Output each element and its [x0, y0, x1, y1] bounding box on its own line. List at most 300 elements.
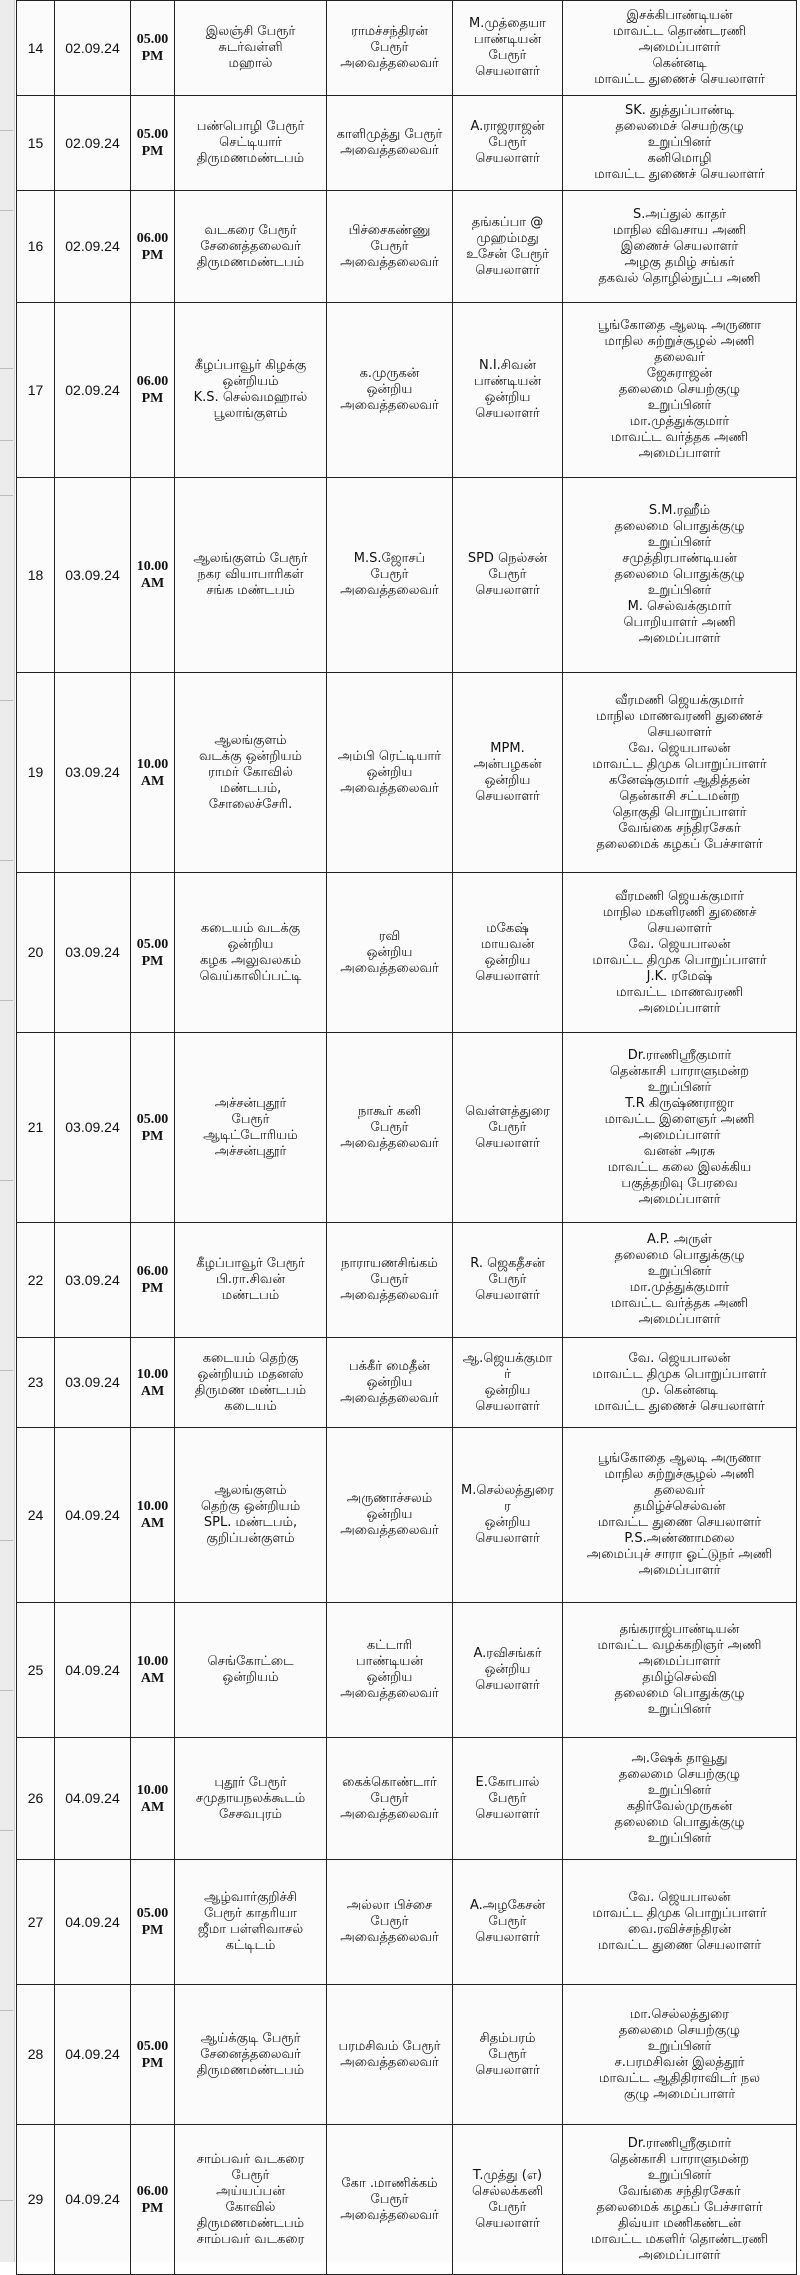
guest-line: மாவட்ட துணைச் செயலாளர் [594, 72, 765, 87]
guest-line: மா.முத்துக்குமார் [629, 414, 730, 429]
guest-line: வே. ஜெயபாலன் [628, 936, 731, 952]
venue-line: ஆடிட்டோரியம் [203, 1127, 298, 1143]
venue-line: நகர வியாபாரிகள் [197, 567, 304, 582]
guest-line: கதிர்வேல்முருகன் [626, 1798, 733, 1814]
guest-line: அமைப்பாளர் [638, 2247, 721, 2263]
time-line: PM [141, 1281, 164, 1296]
time-line: AM [140, 1671, 165, 1686]
guest-line: தமிழ்செல்வி [642, 1670, 717, 1685]
guest-speakers [563, 1338, 797, 1428]
time-line: 05.00 [136, 1111, 169, 1127]
presiding-line: அவைத்தலைவர் [340, 780, 439, 796]
serial-number: 26 [17, 1738, 55, 1860]
guest-line: மாநில மகளிரணி துணைச் [602, 904, 757, 920]
guest-line: T.R கிருஷ்ணராஜா [625, 1095, 734, 1111]
guest-line: கென்னடி [652, 56, 707, 71]
venue-line: கடையம் தெற்கு [202, 1350, 299, 1366]
meeting-venue [175, 1428, 327, 1603]
guest-line: வீரமணி ஜெயக்குமார் [614, 888, 745, 904]
guest-line: மாவட்ட மாணவரணி [616, 984, 743, 1000]
guest-line: மாவட்ட வர்த்தக அணி [611, 1296, 748, 1311]
presiding-line: அவைத்தலைவர் [340, 1930, 439, 1945]
guest-line: ஜேசுராஜன் [646, 366, 713, 381]
presiding-person [327, 673, 453, 873]
guest-line: அமைப்பாளர் [638, 1563, 721, 1578]
guest-speakers [563, 1, 797, 96]
host-line: மகேஷ் [486, 920, 529, 936]
host-line: செயலாளர் [475, 1806, 540, 1822]
time-line: PM [141, 2055, 164, 2071]
host-line: செயலாளர் [475, 1531, 540, 1546]
guest-line: அமைப்பாளர் [638, 1127, 721, 1143]
presiding-line: அருணாச்சலம் [346, 1491, 433, 1506]
host-line: பேரூர் [488, 1119, 527, 1135]
meeting-time [131, 873, 175, 1033]
presiding-line: ஒன்றிய [366, 1670, 413, 1685]
host-line: பேரூர் [488, 2199, 527, 2215]
host-line: M.செல்லத்துரை [460, 1483, 554, 1498]
guest-line: மாநில மாணவரணி துணைச் [596, 708, 763, 724]
venue-line: பேரூர் [231, 1111, 270, 1127]
host-line: பாண்டியன் [473, 32, 542, 47]
guest-line: அமைப்புச் சாரா ஓட்டுநர் அணி [586, 1547, 773, 1562]
presiding-person [327, 478, 453, 673]
presiding-line: பேரூர் [370, 40, 409, 55]
presiding-line: அம்பி ரெட்டியார் [337, 748, 442, 764]
guest-line: மாநில சுற்றுச்சூழல் அணி [604, 1467, 755, 1482]
presiding-line: அவைத்தலைவர் [340, 254, 439, 270]
host-secretary [453, 1338, 563, 1428]
venue-line: சமுதாயநலக்கூடம் [195, 1790, 306, 1806]
host-line: செயலாளர் [475, 583, 540, 598]
time-line: 05.00 [136, 32, 169, 47]
host-line: செயலாளர் [475, 64, 540, 79]
serial-number: 15 [17, 96, 55, 191]
guest-line: SK. துத்துப்பாண்டி [624, 103, 735, 118]
host-line: பேரூர் [488, 48, 527, 63]
host-line: வெள்ளத்துரை [465, 1103, 550, 1119]
venue-line: வெய்காலிப்பட்டி [199, 968, 302, 984]
presiding-line: பிச்சைகண்ணு [348, 222, 431, 238]
venue-line: கட்டிடம் [225, 1938, 276, 1953]
guest-line: அமைப்பாளர் [638, 1312, 721, 1327]
meeting-venue [175, 303, 327, 478]
serial-number: 20 [17, 873, 55, 1033]
guest-line: தகவல் தொழில்நுட்ப அணி [598, 270, 761, 286]
time-line: 06.00 [136, 2183, 169, 2199]
meeting-date: 02.09.24 [55, 191, 131, 303]
host-line: செயலாளர் [475, 406, 540, 421]
guest-line: இசக்கிபாண்டியன் [626, 8, 733, 23]
presiding-line: அவைத்தலைவர் [340, 398, 439, 413]
guest-line: அமைப்பாளர் [638, 631, 721, 646]
presiding-line: காளிமுத்து பேரூர் [336, 127, 443, 142]
presiding-person [327, 303, 453, 478]
presiding-line: அவைத்தலைவர் [340, 1523, 439, 1538]
guest-line: J.K. ரமேஷ் [646, 968, 713, 984]
table-row [17, 191, 797, 303]
venue-line: கீழப்பாவூர் கிழக்கு [194, 358, 307, 373]
presiding-line: அவைத்தலைவர் [340, 583, 439, 598]
venue-line: கடையம் வடக்கு [200, 920, 301, 936]
presiding-line: கைக்கொண்டார் [342, 1774, 437, 1790]
guest-line: தலைமை பொதுக்குழு [614, 1686, 745, 1701]
time-line: PM [141, 1923, 164, 1938]
host-line: பேரூர் [488, 1914, 527, 1929]
presiding-person [327, 1985, 453, 2125]
venue-line: சாம்பவர் வடகரை [196, 2151, 305, 2167]
meeting-time [131, 673, 175, 873]
table-row [17, 873, 797, 1033]
host-line: செல்லக்கனி [471, 2183, 544, 2199]
venue-line: ஆலங்குளம் [214, 732, 287, 748]
time-line: 10.00 [136, 1366, 169, 1382]
venue-line: அச்சன்புதூர் [214, 1095, 287, 1111]
guest-line: மாவட்ட துணைச் செயலாளர் [594, 1398, 765, 1414]
guest-line: தலைமை செயற்குழு [618, 382, 741, 397]
presiding-line: M.S.ஜோசப் [353, 551, 426, 566]
presiding-line: பேரூர் [370, 567, 409, 582]
meeting-date: 04.09.24 [55, 1860, 131, 1985]
time-line: 10.00 [136, 559, 169, 574]
venue-line: ராமர் கோவில் [208, 764, 293, 780]
guest-line: இணைச் செயலாளர் [620, 238, 739, 254]
host-line: மாயவன் [480, 936, 535, 952]
host-line: செயலாளர் [475, 1288, 540, 1303]
host-line: பேரூர் [488, 1272, 527, 1287]
serial-number: 29 [17, 2125, 55, 2275]
guest-line: பூங்கோதை ஆலடி அருணா [597, 1451, 762, 1466]
venue-line: ஒன்றியம் [222, 374, 279, 389]
meeting-venue [175, 673, 327, 873]
venue-line: ஆய்க்குடி பேரூர் [200, 2030, 301, 2046]
venue-line: திருமண மண்டபம் [194, 1382, 307, 1398]
presiding-line: பேரூர் [370, 2191, 409, 2207]
presiding-line: அவைத்தலைவர் [340, 1135, 439, 1151]
guest-speakers [563, 191, 797, 303]
guest-line: தலைவர் [654, 350, 705, 365]
guest-line: தங்கராஜ்பாண்டியன் [619, 1622, 740, 1637]
guest-line: மாவட்ட திமுக பொறுப்பாளர் [592, 1366, 767, 1382]
host-line: R. ஜெகதீசன் [470, 1256, 545, 1271]
host-line: ஒன்றிய [484, 772, 531, 788]
guest-line: வை.ரவிச்சந்திரன் [627, 1922, 732, 1937]
host-secretary [453, 1985, 563, 2125]
guest-speakers [563, 873, 797, 1033]
host-secretary [453, 1033, 563, 1223]
venue-line: சேனைத்தலைவர் [200, 2046, 301, 2062]
venue-line: ஆலங்குளம் பேரூர் [193, 551, 308, 566]
presiding-line: பேரூர் [370, 1119, 409, 1135]
presiding-line: நாராயணசிங்கம் [341, 1256, 438, 1271]
presiding-person [327, 1, 453, 96]
table-row [17, 1860, 797, 1985]
presiding-person [327, 96, 453, 191]
presiding-person [327, 1033, 453, 1223]
time-line: 10.00 [136, 1782, 169, 1798]
guest-line: மாவட்ட திமுக பொறுப்பாளர் [592, 952, 767, 968]
serial-number: 27 [17, 1860, 55, 1985]
time-line: 05.00 [136, 127, 169, 142]
meeting-venue [175, 1985, 327, 2125]
guest-speakers [563, 673, 797, 873]
meeting-time [131, 1, 175, 96]
presiding-line: அவைத்தலைவர் [340, 143, 439, 158]
time-line: 05.00 [136, 936, 169, 952]
time-line: 10.00 [136, 756, 169, 772]
guest-line: மாவட்ட துணை செயலாளர் [597, 1938, 762, 1953]
presiding-line: அவைத்தலைவர் [340, 1288, 439, 1303]
guest-line: உறுப்பினர் [647, 1830, 712, 1846]
meeting-time [131, 1033, 175, 1223]
guest-line: பகுத்தறிவு பேரவை [621, 1175, 738, 1191]
guest-speakers [563, 1860, 797, 1985]
guest-line: மாவட்ட திமுக பொறுப்பாளர் [592, 756, 767, 772]
host-secretary [453, 1, 563, 96]
venue-line: மஹால் [228, 56, 273, 71]
meeting-time [131, 303, 175, 478]
host-secretary [453, 96, 563, 191]
venue-line: பேரூர் [231, 2167, 270, 2183]
venue-line: சேனைத்தலைவர் [200, 238, 301, 254]
guest-line: தென்காசி பாராளுமன்ற [609, 2151, 750, 2167]
time-line: AM [140, 1799, 165, 1815]
presiding-line: அவைத்தலைவர் [340, 1686, 439, 1701]
presiding-person [327, 873, 453, 1033]
guest-line: வேங்கை சந்திரசேகர் [618, 820, 741, 836]
meeting-date: 03.09.24 [55, 1033, 131, 1223]
table-row [17, 1223, 797, 1338]
meeting-venue [175, 873, 327, 1033]
time-line: 06.00 [136, 1264, 169, 1279]
guest-line: வனன் அரசு [643, 1143, 716, 1159]
venue-line: ஆழ்வார்குறிச்சி [204, 1890, 297, 1905]
meeting-time [131, 1428, 175, 1603]
meeting-schedule-table [16, 0, 797, 2275]
venue-line: கடையம் [224, 1398, 277, 1414]
venue-line: ஆலங்குளம் [214, 1483, 287, 1498]
host-line: செயலாளர் [475, 1678, 540, 1693]
time-line: PM [141, 1128, 164, 1144]
serial-number: 18 [17, 478, 55, 673]
host-line: SPD நெல்சன் [467, 551, 548, 566]
host-line: செயலாளர் [475, 151, 540, 166]
venue-line: திருமணமண்டபம் [196, 151, 305, 166]
venue-line: சாம்பவர் வடகரை [196, 2231, 305, 2247]
guest-line: ச.பரமசிவன் இலத்தூர் [614, 2054, 745, 2070]
venue-line: பூலாங்குளம் [213, 406, 288, 421]
venue-line: சோலைச்சேரி. [208, 796, 293, 812]
serial-number: 19 [17, 673, 55, 873]
guest-line: மு. கென்னடி [641, 1382, 718, 1398]
table-row [17, 1603, 797, 1738]
host-line: பேரூர் [488, 135, 527, 150]
guest-line: தலைவர் [654, 1483, 705, 1498]
guest-line: S.M.ரஹீம் [648, 503, 711, 518]
host-line: ஆ.ஜெயக்குமா [462, 1350, 553, 1366]
table-row [17, 96, 797, 191]
meeting-date: 04.09.24 [55, 1985, 131, 2125]
host-line: E.கோபால் [475, 1774, 540, 1790]
table-row [17, 1, 797, 96]
guest-line: உறுப்பினர் [647, 583, 712, 598]
guest-line: மாவட்ட தொண்டரணி [613, 24, 746, 39]
guest-line: Dr.ராணிஸ்ரீகுமார் [627, 2135, 732, 2151]
guest-line: தமிழ்ச்செல்வன் [633, 1499, 726, 1514]
venue-line: வடகரை பேரூர் [204, 222, 297, 238]
venue-line: ஒன்றிய [227, 936, 274, 952]
meeting-time [131, 478, 175, 673]
presiding-line: ராமச்சந்திரன் [351, 24, 428, 39]
host-secretary [453, 191, 563, 303]
host-line: செயலாளர் [475, 968, 540, 984]
guest-line: உறுப்பினர் [647, 1782, 712, 1798]
time-line: PM [141, 2200, 164, 2216]
host-line: தங்கப்பா @ [471, 214, 544, 230]
guest-line: திவ்யா மணிகண்டன் [618, 2215, 741, 2231]
serial-number: 23 [17, 1338, 55, 1428]
meeting-time [131, 191, 175, 303]
serial-number: 24 [17, 1428, 55, 1603]
presiding-line: ஒன்றிய [366, 1507, 413, 1522]
guest-line: தலைமைக் கழகப் பேச்சாளர் [596, 836, 763, 852]
guest-line: செயலாளர் [647, 724, 712, 740]
presiding-line: பாண்டியன் [355, 1654, 424, 1669]
presiding-line: க.முருகன் [359, 366, 420, 381]
guest-line: உறுப்பினர் [647, 535, 712, 550]
meeting-venue [175, 1738, 327, 1860]
host-line: T.முத்து (எ) [472, 2167, 543, 2183]
meeting-time [131, 1985, 175, 2125]
guest-line: வே. ஜெயபாலன் [628, 1890, 731, 1905]
meeting-time [131, 1738, 175, 1860]
table-row [17, 1738, 797, 1860]
guest-line: தலைமை செயற்குழு [618, 2022, 741, 2038]
meeting-time [131, 96, 175, 191]
host-line: செயலாளர் [475, 2215, 540, 2231]
time-line: 10.00 [136, 1499, 169, 1514]
meeting-date: 04.09.24 [55, 1738, 131, 1860]
venue-line: ஒன்றியம் [222, 1670, 279, 1685]
guest-line: பொறியாளர் அணி [623, 615, 736, 630]
host-line: MPM. [490, 740, 525, 756]
venue-line: சேசவபுரம் [219, 1806, 282, 1822]
guest-speakers [563, 1223, 797, 1338]
presiding-person [327, 1223, 453, 1338]
venue-line: மண்டபம், [219, 780, 282, 796]
host-line: செயலாளர் [475, 788, 540, 804]
guest-speakers [563, 1985, 797, 2125]
meeting-date: 03.09.24 [55, 873, 131, 1033]
presiding-person [327, 191, 453, 303]
venue-line: மண்டபம் [221, 1288, 280, 1303]
host-line: முஹம்மது [476, 230, 539, 246]
venue-line: K.S. செல்வமஹால் [193, 390, 308, 405]
host-line: ஒன்றிய [484, 952, 531, 968]
table-row [17, 1338, 797, 1428]
host-line: A.ராஜராஜன் [470, 119, 545, 134]
table-row [17, 1033, 797, 1223]
guest-line: தென்காசி பாராளுமன்ற [609, 1063, 750, 1079]
venue-line: திருமணமண்டபம் [196, 254, 305, 270]
presiding-line: அவைத்தலைவர் [340, 1390, 439, 1406]
guest-line: தலைமைச் செயற்குழு [615, 119, 744, 134]
venue-line: அச்சன்புதூர் [214, 1143, 287, 1159]
host-secretary [453, 303, 563, 478]
schedule-rows [17, 1, 797, 2275]
presiding-line: ஒன்றிய [366, 382, 413, 397]
guest-line: S.அப்துல் காதர் [632, 206, 727, 222]
venue-line: இலஞ்சி பேரூர் [205, 24, 296, 39]
guest-line: தலைமைக் கழகப் பேச்சாளர் [596, 2199, 763, 2215]
presiding-line: பேரூர் [370, 1790, 409, 1806]
meeting-date: 03.09.24 [55, 478, 131, 673]
meeting-time [131, 1860, 175, 1985]
serial-number: 14 [17, 1, 55, 96]
guest-line: குழு அமைப்பாளர் [623, 2086, 736, 2102]
venue-line: சுடர்வள்ளி [218, 40, 283, 55]
venue-line: குறிப்பன்குளம் [206, 1531, 295, 1546]
venue-line: கழக அலுவலகம் [199, 952, 302, 968]
guest-line: சமுத்திரபாண்டியன் [622, 551, 737, 566]
guest-line: அழகு தமிழ் சங்கர் [624, 254, 735, 270]
guest-line: உறுப்பினர் [647, 135, 712, 150]
host-line: M.முத்தையா [469, 16, 546, 31]
guest-line: செயலாளர் [647, 920, 712, 936]
host-secretary [453, 1738, 563, 1860]
venue-line: பேரூர் காதரியா [204, 1906, 297, 1921]
venue-line: சங்க மண்டபம் [206, 583, 295, 598]
host-line: N.I.சிவன் [478, 358, 537, 373]
host-line: செயலாளர் [475, 1135, 540, 1151]
venue-line: செட்டியார் [219, 135, 282, 150]
presiding-person [327, 1338, 453, 1428]
time-line: 10.00 [136, 1654, 169, 1669]
venue-line: ஜீமா பள்ளிவாசல் [197, 1922, 304, 1937]
guest-line: P.S.அண்ணாமலை [624, 1531, 735, 1546]
venue-line: கீழப்பாவூர் பேரூர் [196, 1256, 305, 1271]
venue-line: கோவில் [225, 2199, 276, 2215]
time-line: 05.00 [136, 1906, 169, 1921]
guest-line: தொகுதி பொறுப்பாளர் [612, 804, 747, 820]
guest-line: மாநில சுற்றுச்சூழல் அணி [604, 334, 755, 349]
meeting-date: 04.09.24 [55, 1603, 131, 1738]
guest-line: வே. ஜெயபாலன் [628, 1350, 731, 1366]
time-line: AM [140, 1383, 165, 1399]
presiding-line: அல்லா பிச்சை [346, 1898, 433, 1913]
host-line: A.ரவிசங்கர் [473, 1646, 542, 1661]
host-line: அன்பழகன் [473, 756, 542, 772]
guest-line: அ.ஷேக் தாவூது [631, 1750, 728, 1766]
venue-line: புதூர் பேரூர் [214, 1774, 287, 1790]
host-line: ஒன்றிய [484, 390, 531, 405]
meeting-venue [175, 1223, 327, 1338]
meeting-venue [175, 1, 327, 96]
guest-line: அமைப்பாளர் [638, 1191, 721, 1207]
host-secretary [453, 1603, 563, 1738]
meeting-venue [175, 1033, 327, 1223]
presiding-line: ஒன்றிய [366, 764, 413, 780]
presiding-line: பேரூர் [370, 1272, 409, 1287]
host-line: பேரூர் [488, 1790, 527, 1806]
guest-line: பூங்கோதை ஆலடி அருணா [597, 318, 762, 333]
meeting-date: 03.09.24 [55, 673, 131, 873]
presiding-person [327, 1738, 453, 1860]
meeting-date: 02.09.24 [55, 1, 131, 96]
guest-line: தலைமை பொதுக்குழு [614, 1248, 745, 1263]
guest-speakers [563, 1428, 797, 1603]
time-line: AM [140, 1516, 165, 1531]
